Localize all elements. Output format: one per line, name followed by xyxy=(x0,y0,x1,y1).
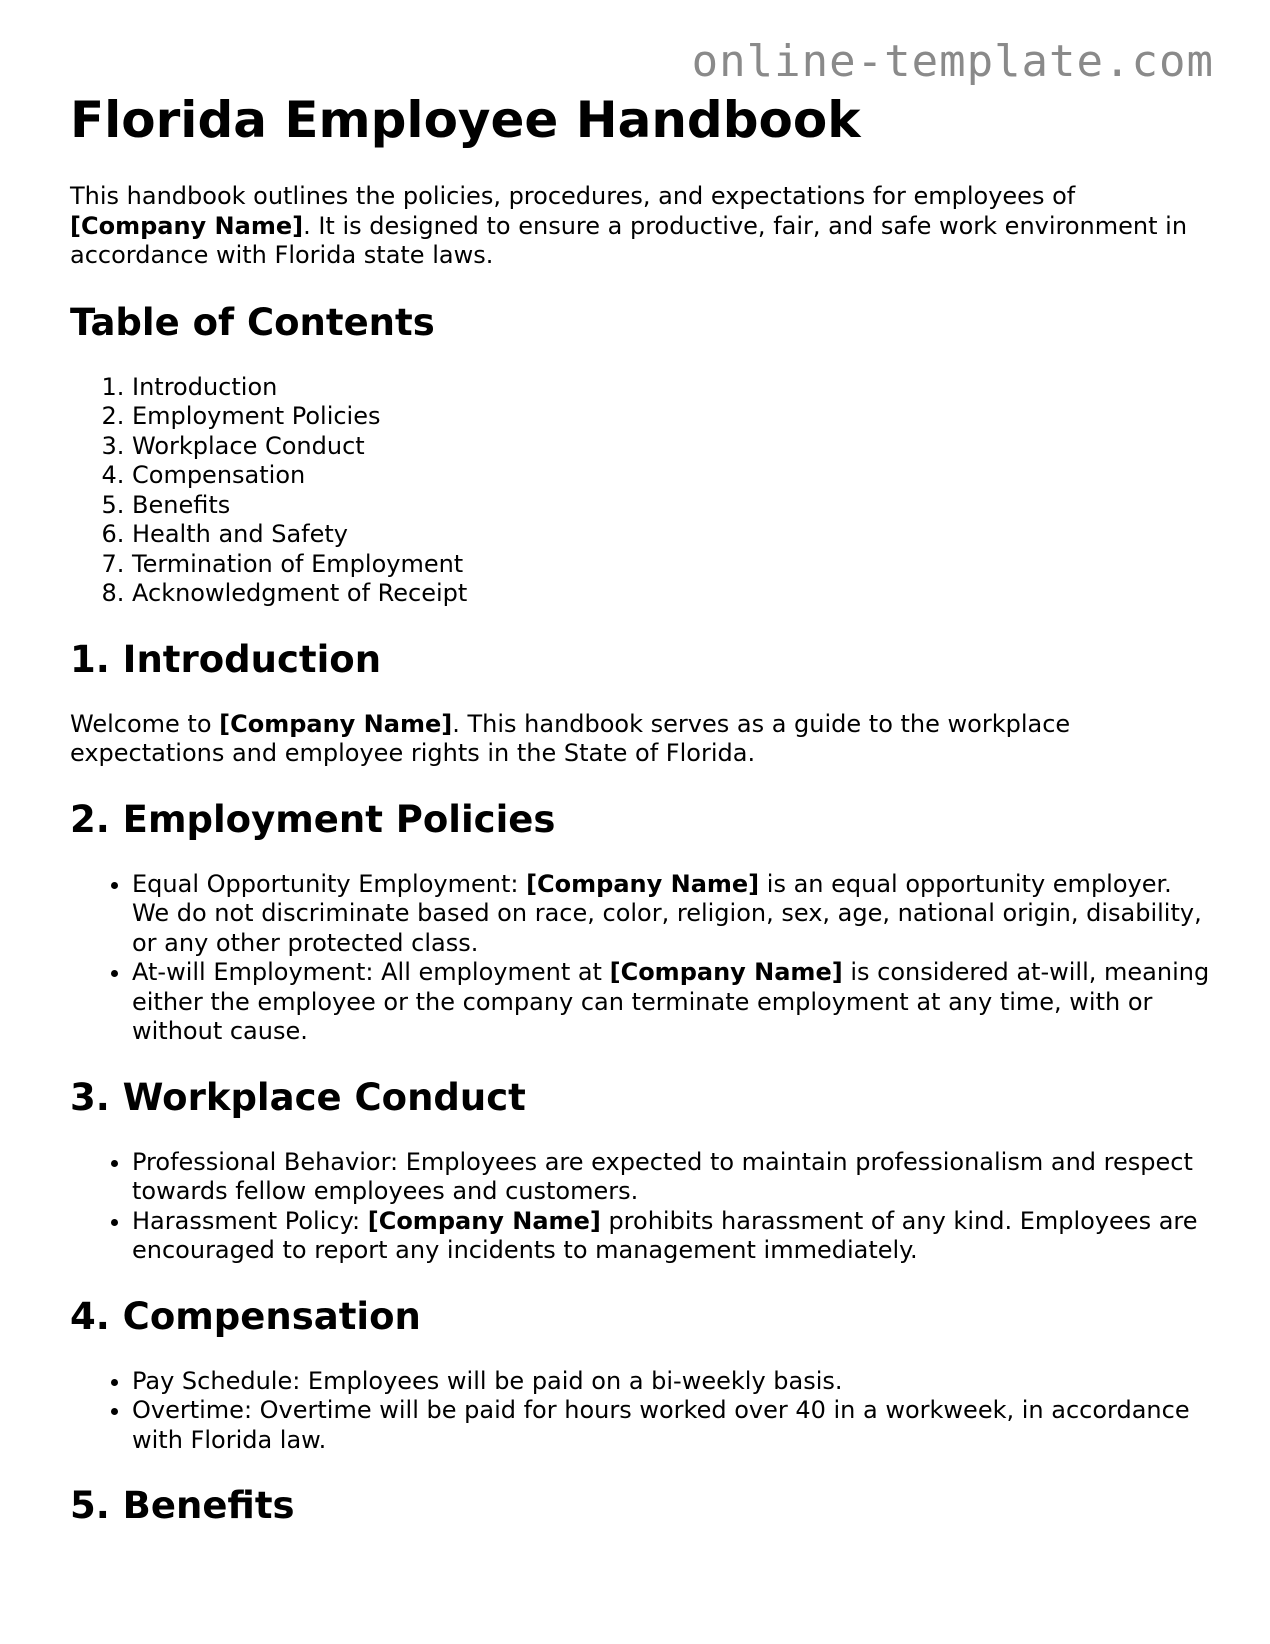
section-benefits-heading: 5. Benefits xyxy=(70,1484,295,1527)
toc-list xyxy=(70,373,1210,609)
section-introduction-after: . This handbook serves as a guide to the workplace expectations and employee rights in the State of Florida. xyxy=(70,709,1071,767)
conduct-harassment-policy xyxy=(132,1207,1210,1266)
document-title: Florida Employee Handbook xyxy=(70,91,861,149)
toc-item-benefits: 5. Benefits xyxy=(132,491,1210,521)
section-workplace-conduct-heading: 3. Workplace Conduct xyxy=(70,1075,526,1119)
document-page xyxy=(70,88,1210,1530)
company-name-placeholder: [Company Name] xyxy=(609,958,843,986)
toc-item-workplace-conduct: 3. Workplace Conduct xyxy=(132,432,1210,462)
toc-item-compensation: 4. Compensation xyxy=(132,461,1210,491)
company-name-placeholder: [Company Name] xyxy=(367,1206,601,1235)
policy-text-after: is considered at-will, meaning either the employee or the company can terminate employment at any time, with or without cause. xyxy=(132,958,1210,1045)
intro-text-before: This handbook outlines the policies, procedures, and expectations for employees of xyxy=(70,182,1076,210)
toc-item-health-and-safety: 6. Health and Safety xyxy=(132,520,1210,550)
company-name-placeholder: [Company Name] xyxy=(70,211,304,240)
policy-at-will xyxy=(132,958,1210,1047)
toc-item-termination: 7. Termination of Employment xyxy=(132,550,1210,580)
policy-text-before: At-will Employment: All employment at xyxy=(132,958,610,986)
section-introduction-paragraph xyxy=(70,710,1210,769)
section-introduction-before: Welcome to xyxy=(70,709,220,738)
toc-item-employment-policies: 2. Employment Policies xyxy=(132,402,1210,432)
intro-text-after: . It is designed to ensure a productive, fair, and safe work environment in accordance with Florida state laws. xyxy=(70,211,1188,269)
compensation-list xyxy=(70,1367,1210,1456)
company-name-placeholder: [Company Name] xyxy=(219,709,453,738)
compensation-pay-schedule: • Pay Schedule: Employees will be paid on a bi-weekly basis. xyxy=(132,1367,1210,1397)
section-employment-policies-heading: 2. Employment Policies xyxy=(70,797,556,841)
conduct-text-before: Harassment Policy: xyxy=(132,1206,368,1235)
toc-item-introduction: 1. Introduction xyxy=(132,373,1210,403)
section-introduction-heading: 1. Introduction xyxy=(70,637,382,681)
policy-equal-opportunity xyxy=(132,870,1210,959)
workplace-conduct-list xyxy=(70,1148,1210,1266)
section-compensation-heading: 4. Compensation xyxy=(70,1294,421,1338)
intro-paragraph xyxy=(70,182,1210,271)
employment-policies-list xyxy=(70,870,1210,1047)
company-name-placeholder: [Company Name] xyxy=(526,869,760,898)
policy-text-before: Equal Opportunity Employment: xyxy=(132,869,527,898)
watermark: online-template.com xyxy=(691,36,1214,87)
toc-heading: Table of Contents xyxy=(70,300,435,344)
conduct-text-after: prohibits harassment of any kind. Employees are encouraged to report any incidents to management immediately. xyxy=(132,1206,1198,1264)
conduct-professional-behavior: • Professional Behavior: Employees are expected to maintain professionalism and respect towards fellow employees and customers. xyxy=(132,1148,1210,1207)
compensation-overtime: • Overtime: Overtime will be paid for hours worked over 40 in a workweek, in accordance with Florida law. xyxy=(132,1396,1210,1455)
policy-text-after: is an equal opportunity employer. We do not discriminate based on race, color, religion, sex, age, national origin, disability, or any other protected class. xyxy=(132,869,1202,957)
toc-item-acknowledgment: 8. Acknowledgment of Receipt xyxy=(132,579,1210,609)
